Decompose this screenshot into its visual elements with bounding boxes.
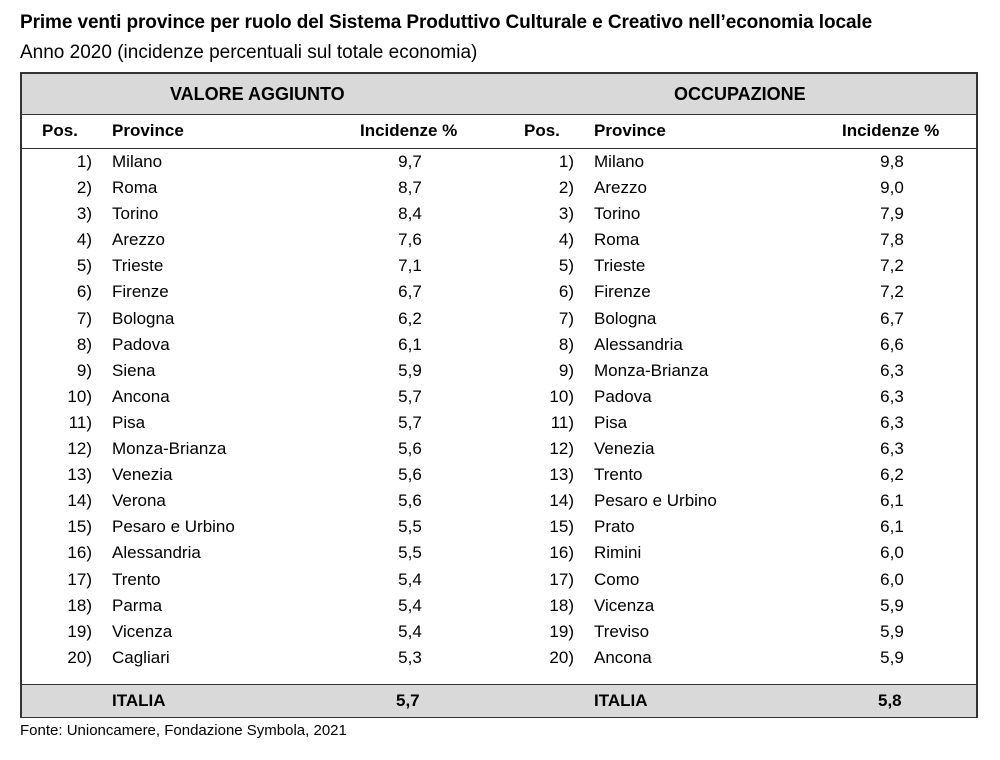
pos-right: 3): [558, 204, 574, 224]
province-left: Alessandria: [112, 543, 201, 563]
province-right: Alessandria: [594, 334, 683, 354]
pos-left: 18): [67, 595, 92, 615]
value-right: 7,9: [880, 204, 904, 224]
province-right: Roma: [594, 230, 640, 250]
value-left: 5,6: [398, 491, 422, 511]
pos-right: 7): [558, 308, 574, 328]
table-row: [22, 385, 976, 411]
pos-right: 9): [558, 360, 574, 380]
province-left: Trieste: [112, 256, 164, 276]
table-row: [22, 307, 976, 333]
pos-left: 11): [68, 412, 92, 432]
pos-right: 8): [558, 334, 574, 354]
province-right: Pisa: [594, 412, 628, 432]
province-left: Torino: [112, 204, 159, 224]
total-label-right: ITALIA: [594, 691, 648, 710]
pos-left: 4): [76, 230, 92, 250]
table-row: [22, 411, 976, 437]
page-subtitle: Anno 2020 (incidenze percentuali sul totale economia): [20, 42, 478, 63]
value-right: 7,2: [880, 282, 904, 302]
pos-right: 20): [549, 647, 574, 667]
table-row: [22, 202, 976, 228]
pos-right: 4): [558, 230, 574, 250]
table-row: [22, 646, 976, 672]
province-right: Como: [594, 569, 640, 589]
pos-left: 9): [76, 360, 92, 380]
table-row: [22, 359, 976, 385]
col-header-pos-left: Pos.: [42, 121, 78, 140]
value-right: 6,3: [880, 360, 904, 380]
value-right: 9,0: [880, 178, 904, 198]
table-row: [22, 176, 976, 202]
value-left: 7,1: [398, 256, 422, 276]
province-left: Roma: [112, 178, 158, 198]
province-left: Padova: [112, 334, 170, 354]
section-header-row: [22, 74, 976, 115]
province-left: Pisa: [112, 412, 146, 432]
value-right: 6,1: [880, 491, 904, 511]
pos-right: 12): [549, 439, 574, 459]
value-left: 5,9: [398, 360, 422, 380]
pos-left: 2): [76, 178, 92, 198]
ranking-table: [20, 72, 978, 718]
province-left: Siena: [112, 360, 156, 380]
table-body: [22, 150, 976, 672]
value-left: 5,7: [398, 386, 422, 406]
table-row: [22, 594, 976, 620]
pos-left: 8): [76, 334, 92, 354]
value-left: 7,6: [398, 230, 422, 250]
value-right: 6,3: [880, 386, 904, 406]
value-right: 6,3: [880, 439, 904, 459]
col-header-province-left: Province: [112, 121, 184, 140]
province-left: Cagliari: [112, 647, 170, 667]
page-title: Prime venti province per ruolo del Sistema Produttivo Culturale e Creativo nell’economia locale: [20, 12, 873, 33]
value-left: 6,2: [398, 308, 422, 328]
pos-right: 16): [549, 543, 574, 563]
value-left: 5,5: [398, 543, 422, 563]
province-right: Trento: [594, 465, 643, 485]
value-left: 6,7: [398, 282, 422, 302]
province-right: Padova: [594, 386, 652, 406]
table-row: [22, 437, 976, 463]
pos-left: 7): [76, 308, 92, 328]
pos-right: 19): [549, 621, 574, 641]
pos-right: 11): [550, 412, 574, 432]
value-right: 5,9: [880, 595, 904, 615]
value-right: 9,8: [880, 152, 904, 171]
province-left: Vicenza: [112, 621, 173, 641]
value-right: 6,3: [880, 412, 904, 432]
col-header-incidence-left: Incidenze %: [360, 121, 458, 140]
province-right: Milano: [594, 152, 645, 171]
pos-left: 10): [67, 386, 92, 406]
value-left: 5,4: [398, 595, 422, 615]
pos-right: 18): [549, 595, 574, 615]
pos-right: 2): [558, 178, 574, 198]
total-row: [22, 684, 976, 717]
value-left: 8,7: [398, 178, 422, 198]
pos-right: 6): [558, 282, 574, 302]
table-row: [22, 620, 976, 646]
pos-right: 15): [549, 517, 574, 537]
pos-left: 20): [67, 647, 92, 667]
table-row: [22, 568, 976, 594]
value-right: 5,9: [880, 621, 904, 641]
value-right: 5,9: [880, 647, 904, 667]
pos-right: 5): [558, 256, 574, 276]
pos-left: 6): [76, 282, 92, 302]
value-right: 6,7: [880, 308, 904, 328]
pos-left: 1): [76, 152, 92, 171]
province-left: Trento: [112, 569, 161, 589]
table-row: [22, 150, 976, 176]
table-row: [22, 228, 976, 254]
pos-left: 13): [67, 465, 92, 485]
pos-left: 17): [67, 569, 92, 589]
pos-right: 13): [549, 465, 574, 485]
province-right: Firenze: [594, 282, 651, 302]
value-left: 5,4: [398, 621, 422, 641]
province-left: Bologna: [112, 308, 175, 328]
province-right: Torino: [594, 204, 641, 224]
province-left: Arezzo: [112, 230, 165, 250]
table-row: [22, 254, 976, 280]
total-label-left: ITALIA: [112, 691, 166, 710]
pos-left: 15): [67, 517, 92, 537]
section-title-valore-aggiunto: VALORE AGGIUNTO: [170, 84, 345, 104]
province-left: Ancona: [112, 386, 170, 406]
province-left: Firenze: [112, 282, 169, 302]
province-right: Arezzo: [594, 178, 647, 198]
col-header-pos-right: Pos.: [524, 121, 560, 140]
pos-right: 14): [549, 491, 574, 511]
pos-right: 17): [549, 569, 574, 589]
value-right: 6,0: [880, 569, 904, 589]
province-right: Vicenza: [594, 595, 655, 615]
value-right: 6,0: [880, 543, 904, 563]
value-left: 5,5: [398, 517, 422, 537]
province-right: Monza-Brianza: [594, 360, 709, 380]
province-right: Prato: [594, 517, 635, 537]
province-left: Milano: [112, 152, 163, 171]
total-value-right: 5,8: [878, 691, 902, 710]
province-right: Ancona: [594, 647, 652, 667]
table-row: [22, 333, 976, 359]
value-right: 7,8: [880, 230, 904, 250]
source-note: Fonte: Unioncamere, Fondazione Symbola, 2021: [20, 722, 347, 739]
table-row: [22, 541, 976, 567]
pos-right: 1): [558, 152, 574, 171]
pos-left: 12): [67, 439, 92, 459]
pos-left: 3): [76, 204, 92, 224]
pos-left: 14): [67, 491, 92, 511]
value-left: 5,6: [398, 439, 422, 459]
province-right: Rimini: [594, 543, 642, 563]
table-row: [22, 515, 976, 541]
province-right: Treviso: [594, 621, 650, 641]
province-right: Bologna: [594, 308, 657, 328]
column-header-row: [22, 115, 976, 149]
value-left: 8,4: [398, 204, 422, 224]
pos-left: 19): [67, 621, 92, 641]
province-left: Parma: [112, 595, 163, 615]
total-value-left: 5,7: [396, 691, 420, 710]
value-right: 6,2: [880, 465, 904, 485]
value-right: 6,1: [880, 517, 904, 537]
province-left: Verona: [112, 491, 166, 511]
pos-left: 5): [76, 256, 92, 276]
province-left: Monza-Brianza: [112, 439, 227, 459]
table-row: [22, 463, 976, 489]
table-row: [22, 280, 976, 306]
table-row: [22, 489, 976, 515]
value-right: 7,2: [880, 256, 904, 276]
section-title-occupazione: OCCUPAZIONE: [674, 84, 806, 104]
province-right: Pesaro e Urbino: [594, 491, 717, 511]
col-header-incidence-right: Incidenze %: [842, 121, 940, 140]
pos-left: 16): [67, 543, 92, 563]
province-left: Pesaro e Urbino: [112, 517, 235, 537]
province-right: Trieste: [594, 256, 646, 276]
value-left: 5,6: [398, 465, 422, 485]
pos-right: 10): [549, 386, 574, 406]
col-header-province-right: Province: [594, 121, 666, 140]
value-left: 6,1: [398, 334, 422, 354]
province-right: Venezia: [594, 439, 655, 459]
value-left: 5,7: [398, 412, 422, 432]
value-right: 6,6: [880, 334, 904, 354]
province-left: Venezia: [112, 465, 173, 485]
value-left: 5,4: [398, 569, 422, 589]
value-left: 5,3: [398, 647, 422, 667]
value-left: 9,7: [398, 152, 422, 171]
